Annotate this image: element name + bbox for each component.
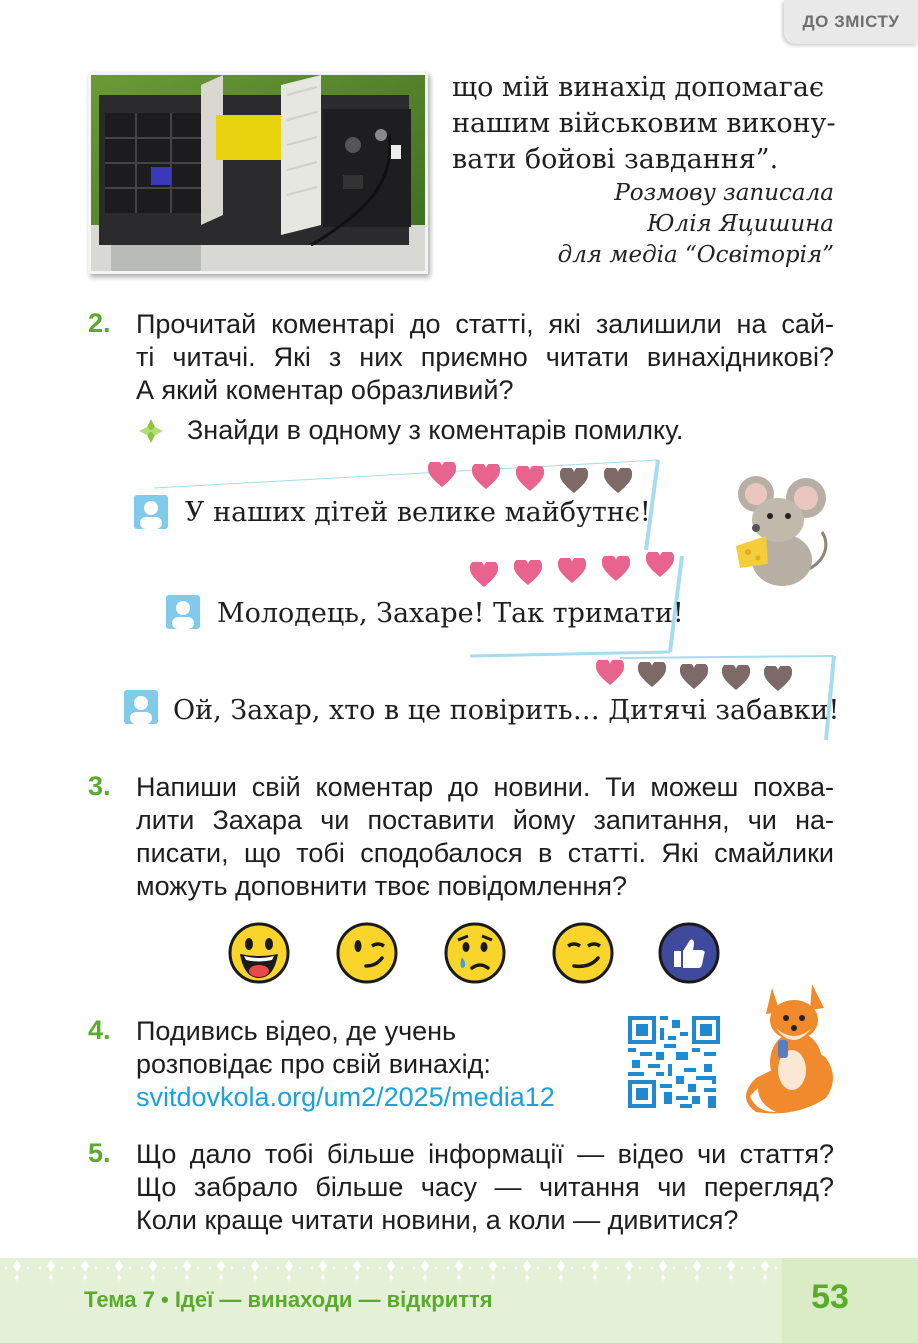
heart-icon — [646, 552, 674, 578]
credit-line: Юлія Яцишина — [647, 211, 834, 237]
heart-icon — [638, 662, 666, 688]
heart-icon — [428, 462, 456, 488]
user-avatar-icon — [166, 595, 200, 629]
topic-separator: • — [160, 1287, 169, 1312]
heart-icon — [722, 665, 750, 691]
article-line: нашим військовим викону- — [452, 108, 836, 139]
task-line: Прочитай коментарі до статті, які залишили на сай- — [136, 309, 834, 339]
task-number: 4. — [88, 1015, 111, 1045]
credit-line: Розмову записала — [614, 180, 834, 206]
task-5-text — [136, 1138, 834, 1237]
task-number: 2. — [88, 308, 111, 338]
task-4-text — [136, 1015, 626, 1114]
task-line: Що забрало більше часу — читання чи перегляд? — [136, 1172, 834, 1202]
grinning-face-icon — [228, 922, 290, 984]
heart-icon — [596, 660, 624, 686]
task-number: 5. — [88, 1138, 111, 1168]
topic-prefix: Тема 7 — [84, 1287, 155, 1312]
task-line: А який коментар образливий? — [136, 375, 514, 405]
comment-text: Молодець, Захаре! Так тримати! — [217, 598, 684, 629]
heart-icon — [472, 464, 500, 490]
heart-icon — [516, 466, 544, 492]
user-avatar-icon — [134, 495, 168, 529]
article-line: що мій винахід допомагає — [452, 72, 825, 103]
qr-code[interactable] — [628, 1016, 720, 1108]
user-avatar-icon — [124, 690, 158, 724]
topic-name: Ідеї — винаходи — відкриття — [174, 1287, 493, 1312]
heart-icon — [514, 560, 542, 586]
heart-icon — [604, 468, 632, 494]
invention-photo — [88, 72, 428, 274]
heart-icon — [680, 664, 708, 690]
comment-text: У наших дітей велике майбутнє! — [185, 497, 651, 528]
task-line: можуть доповнити твоє повідомлення? — [136, 871, 628, 901]
article-ending — [452, 70, 836, 178]
task-line: лити Захара чи поставити йому запитання, чи на- — [136, 805, 834, 835]
article-line: вати бойові завдання”. — [452, 144, 779, 175]
task-3-text — [136, 771, 834, 903]
page-number: 53 — [811, 1278, 849, 1316]
heart-icon — [558, 558, 586, 584]
footer-topic — [84, 1287, 493, 1313]
heart-icon — [470, 562, 498, 588]
task-line: Напиши свій коментар до новини. Ти можеш похва- — [136, 772, 834, 802]
reaction-hearts — [596, 658, 806, 694]
thumbs-up-icon — [658, 922, 720, 984]
task-line: Коли краще читати новини, а коли — дивитися? — [136, 1205, 739, 1235]
reaction-hearts — [470, 550, 680, 590]
winking-face-icon — [336, 922, 398, 984]
video-link[interactable]: svitdovkola.org/um2/2025/media12 — [136, 1082, 555, 1112]
task-line: Подивись відео, де учень — [136, 1016, 457, 1046]
reaction-hearts — [428, 462, 638, 494]
footer-ornament — [0, 1258, 780, 1282]
task-line: писати, що тобі сподобалося в статті. Які смайлики — [136, 838, 834, 868]
fox-illustration — [736, 978, 840, 1118]
smirking-face-icon — [552, 922, 614, 984]
task-number: 3. — [88, 771, 111, 801]
heart-icon — [560, 468, 588, 494]
mouse-illustration — [722, 472, 842, 592]
task-2-subtask: Знайди в одному з коментарів помилку. — [187, 415, 684, 445]
heart-icon — [764, 666, 792, 692]
comment-text: Ой, Захар, хто в це повірить… Дитячі забавки! — [173, 695, 840, 726]
article-credit — [452, 178, 834, 271]
credit-line: для медіа “Освіторія” — [557, 242, 834, 268]
heart-icon — [602, 556, 630, 582]
diamond-bullet-icon — [138, 418, 164, 449]
task-line: Що дало тобі більше інформації — відео чи стаття? — [136, 1139, 834, 1169]
task-line: розповідає про свій винахід: — [136, 1049, 491, 1079]
crying-face-icon — [444, 922, 506, 984]
toc-link[interactable]: ДО ЗМІСТУ — [784, 0, 918, 44]
task-line: ті читачі. Які з них приємно читати винахідникові? — [136, 342, 834, 372]
task-2-text — [136, 308, 834, 407]
